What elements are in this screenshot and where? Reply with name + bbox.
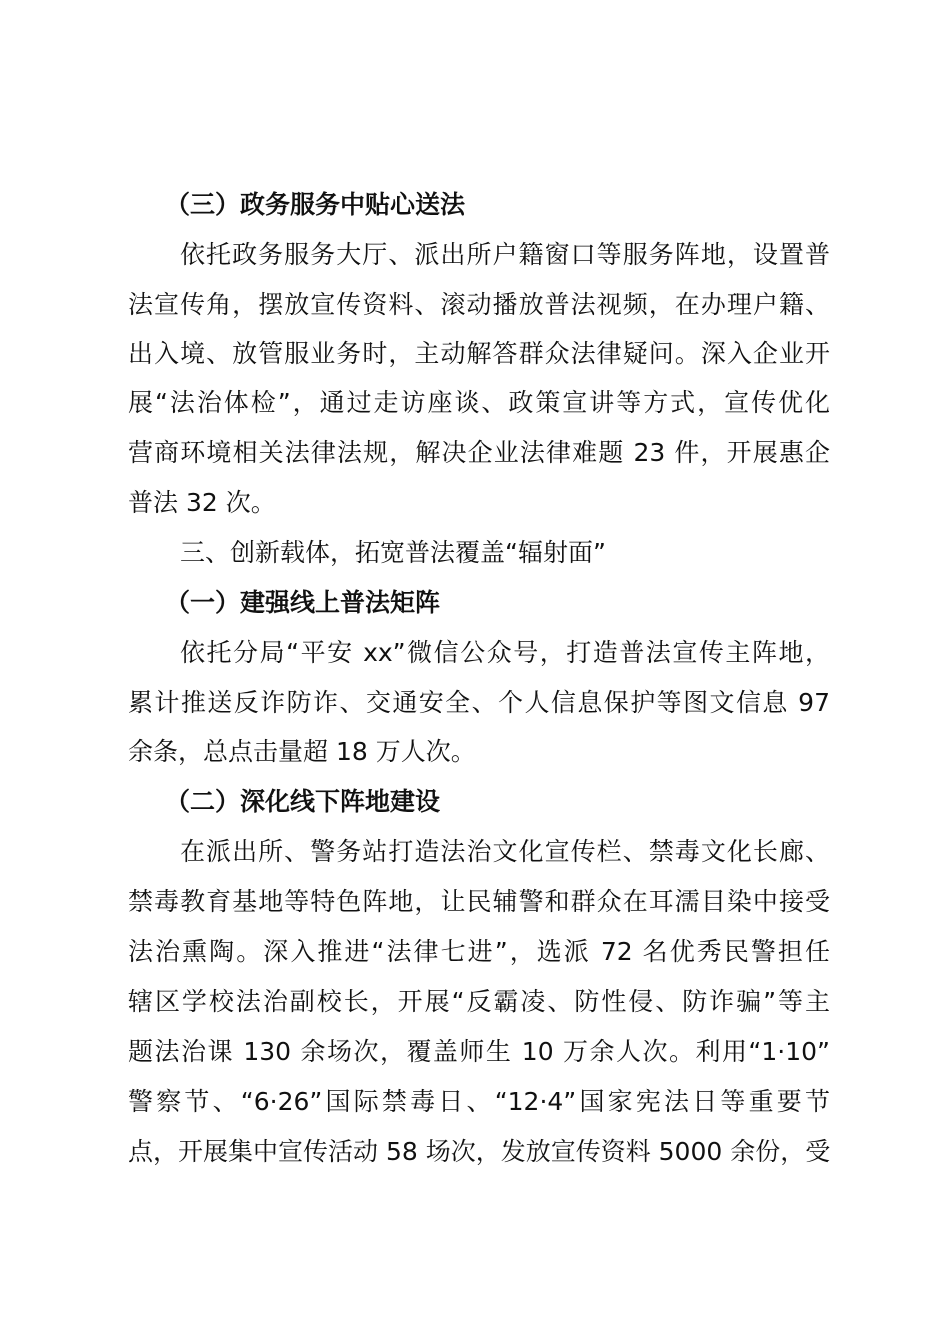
paragraph-line: 警察节、“6·26”国际禁毒日、“12·4”国家宪法日等重要节 [128, 1087, 830, 1116]
paragraph-line: 展“法治体检”，通过走访座谈、政策宣讲等方式，宣传优化 [128, 388, 830, 417]
paragraph-line: 在派出所、警务站打造法治文化宣传栏、禁毒文化长廊、 [180, 837, 830, 866]
paragraph-line: 依托分局“平安 xx”微信公众号，打造普法宣传主阵地， [180, 638, 830, 667]
paragraph-line: 普法 32 次。 [128, 488, 276, 517]
paragraph-line: 出入境、放管服业务时，主动解答群众法律疑问。深入企业开 [128, 339, 830, 368]
paragraph-line: 累计推送反诈防诈、交通安全、个人信息保护等图文信息 97 [128, 688, 830, 717]
section-heading: （二）深化线下阵地建设 [165, 787, 441, 816]
paragraph-line: 余条，总点击量超 18 万人次。 [128, 737, 476, 766]
paragraph-line: 依托政务服务大厅、派出所户籍窗口等服务阵地，设置普 [180, 240, 830, 269]
paragraph-line: 法治熏陶。深入推进“法律七进”，选派 72 名优秀民警担任 [128, 937, 830, 966]
section-subtitle: 三、创新载体，拓宽普法覆盖“辐射面” [180, 538, 606, 567]
section-heading: （一）建强线上普法矩阵 [165, 588, 441, 617]
paragraph-line: 禁毒教育基地等特色阵地，让民辅警和群众在耳濡目染中接受 [128, 887, 830, 916]
paragraph-line: 营商环境相关法律法规，解决企业法律难题 23 件，开展惠企 [128, 438, 830, 467]
paragraph-line: 法宣传角，摆放宣传资料、滚动播放普法视频，在办理户籍、 [128, 290, 830, 319]
paragraph-line: 点，开展集中宣传活动 58 场次，发放宣传资料 5000 余份，受 [128, 1137, 831, 1166]
paragraph-line: 题法治课 130 余场次，覆盖师生 10 万余人次。利用“1·10” [128, 1037, 830, 1066]
paragraph-line: 辖区学校法治副校长，开展“反霸凌、防性侵、防诈骗”等主 [128, 987, 830, 1016]
section-heading: （三）政务服务中贴心送法 [165, 190, 466, 219]
